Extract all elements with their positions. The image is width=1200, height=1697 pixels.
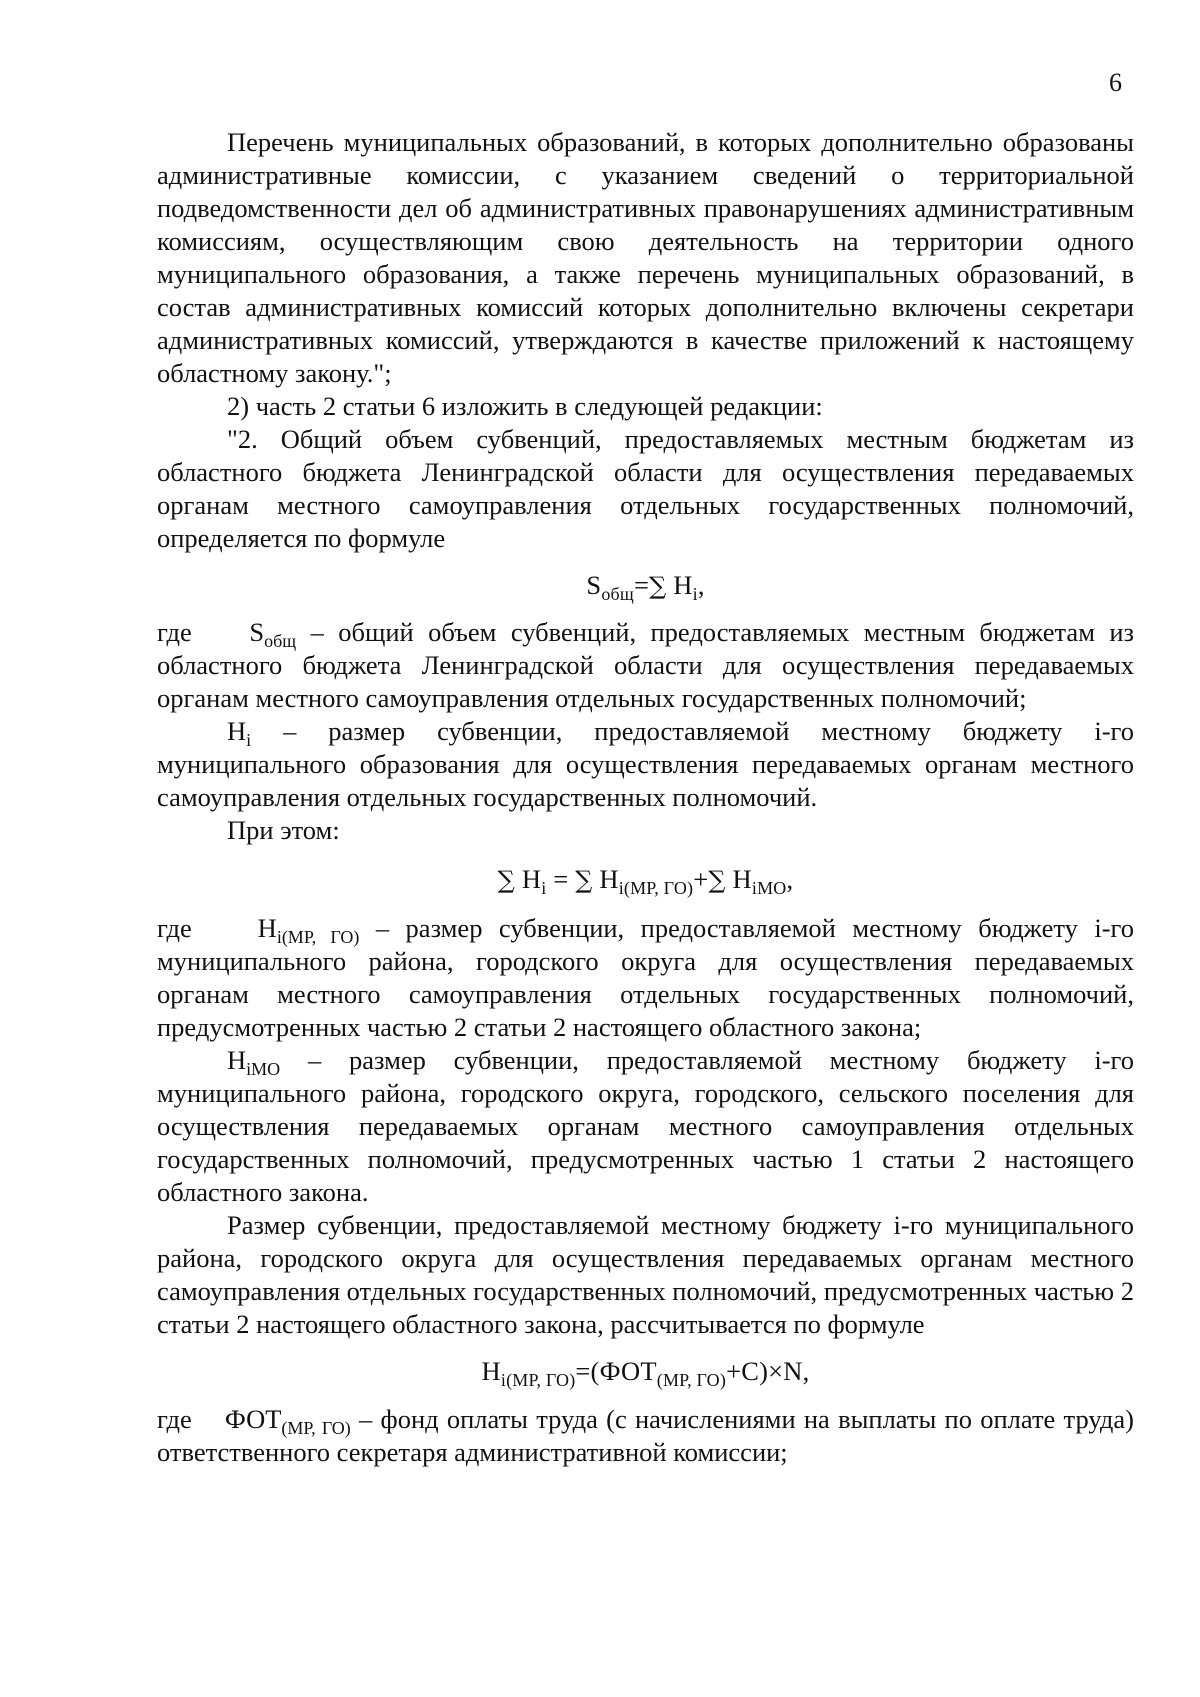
paragraph-subvention-size: Размер субвенции, предоставляемой местному бюджету i-го муниципального района, городского округа для осуществления передаваемых органам местного самоуправления отдельных государственных полномочий, предусмотренных частью 2 статьи 2 настоящего областного закона, рассчитывается по формуле <box>157 1210 1134 1339</box>
sum-symbol: ∑ <box>497 866 516 894</box>
formula-symbol: ФОТ <box>599 1356 657 1386</box>
formula-subscript: i <box>541 878 547 898</box>
paragraph-definition-fot <box>157 1403 1134 1469</box>
sum-symbol: ∑ <box>708 866 726 894</box>
paragraph-moreover: При этом: <box>227 815 340 845</box>
page-number: 6 <box>1109 68 1122 97</box>
formula-operator: + <box>693 864 709 894</box>
formula-symbol: H <box>521 864 542 894</box>
paragraph-municipal-list: Перечень муниципальных образований, в которых дополнительно образованы административные комиссии, с указанием сведений о территориальной подведомственности дел об административных правонарушениях административным комиссиям, осуществляющим свою деятельность на территории одного муниципального образования, а также перечень муниципальных образований, в состав административных комиссий которых дополнительно включены секретари административных комиссий, утверждаются в качестве приложений к настоящему областному закону."; <box>157 127 1134 388</box>
definition-symbol: ФОТ <box>224 1404 282 1434</box>
formula-subvention-mr-go <box>157 1353 1134 1389</box>
definition-text: – общий объем субвенций, предоставляемых местным бюджетам из областного бюджета Ленинградской области для осуществления передаваемых органам местного самоуправления отдельных государственных полномочий; <box>157 617 1135 713</box>
document-body <box>157 126 1134 1469</box>
formula-symbol: H <box>732 864 752 894</box>
formula-symbol: H <box>599 864 619 894</box>
paragraph-total-subvention: "2. Общий объем субвенций, предоставляемых местным бюджетам из областного бюджета Ленинградской области для осуществления передаваемых органам местного самоуправления отдельных государственных полномочий, определяется по формуле <box>157 424 1134 553</box>
paragraph-definition-h-i <box>157 715 1134 814</box>
formula-symbol: S <box>586 570 602 600</box>
formula-operator: =( <box>575 1356 600 1386</box>
definition-symbol: H <box>227 716 247 746</box>
formula-subscript: i <box>692 584 698 604</box>
definition-subscript: i(МР, ГО) <box>276 927 360 947</box>
definition-subscript: (МР, ГО) <box>281 1418 351 1438</box>
sum-symbol: ∑ <box>649 572 667 600</box>
formula-total-subvention <box>157 567 1134 604</box>
definition-text: – размер субвенции, предоставляемой местному бюджету i-го муниципального района, городского округа, городского, сельского поселения для осуществления передаваемых органам местного самоуправления отдельных государственных полномочий, предусмотренных частью 1 статьи 2 настоящего областного закона. <box>157 1045 1134 1207</box>
sum-symbol: ∑ <box>575 866 593 894</box>
formula-operator: = <box>633 570 650 600</box>
definition-text: – размер субвенции, предоставляемой местному бюджету i-го муниципального района, городского округа для осуществления передаваемых органам местного самоуправления отдельных государственных полномочий, предусмотренных частью 2 статьи 2 настоящего областного закона; <box>157 913 1135 1042</box>
definition-subscript: iМО <box>246 1059 281 1079</box>
formula-subvention-sum <box>157 861 1134 898</box>
paragraph-amendment-item-2: 2) часть 2 статьи 6 изложить в следующей редакции: <box>227 391 823 421</box>
definition-symbol: H <box>257 913 277 943</box>
definition-subscript: общ <box>264 631 297 651</box>
formula-punctuation: , <box>786 864 794 894</box>
formula-subscript: i(МР, ГО) <box>618 878 694 898</box>
paragraph-definition-h-mo <box>157 1044 1134 1209</box>
paragraph-definition-s-total <box>157 616 1134 715</box>
definition-text: – размер субвенции, предоставляемой местному бюджету i-го муниципального образования для осуществления передаваемых органам местного самоуправления отдельных государственных полномочий. <box>157 716 1134 812</box>
paragraph-definition-h-mr-go <box>157 912 1134 1044</box>
formula-subscript: i(МР, ГО) <box>500 1370 576 1390</box>
where-label: где <box>157 913 192 943</box>
definition-symbol: S <box>249 617 265 647</box>
where-label: где <box>157 617 192 647</box>
formula-subscript: (МР, ГО) <box>656 1370 727 1390</box>
definition-subscript: i <box>246 730 252 750</box>
formula-subscript: iМО <box>751 878 787 898</box>
formula-punctuation: , <box>697 570 705 600</box>
formula-operator: = <box>546 864 576 894</box>
formula-remainder: +С)×N, <box>726 1356 810 1386</box>
formula-subscript: общ <box>601 584 634 604</box>
where-label: где <box>157 1404 192 1434</box>
definition-symbol: H <box>227 1045 247 1075</box>
definition-text: – фонд оплаты труда (с начислениями на выплаты по оплате труда) ответственного секретаря административной комиссии; <box>157 1404 1134 1467</box>
formula-symbol: H <box>481 1356 501 1386</box>
formula-symbol: H <box>673 570 693 600</box>
